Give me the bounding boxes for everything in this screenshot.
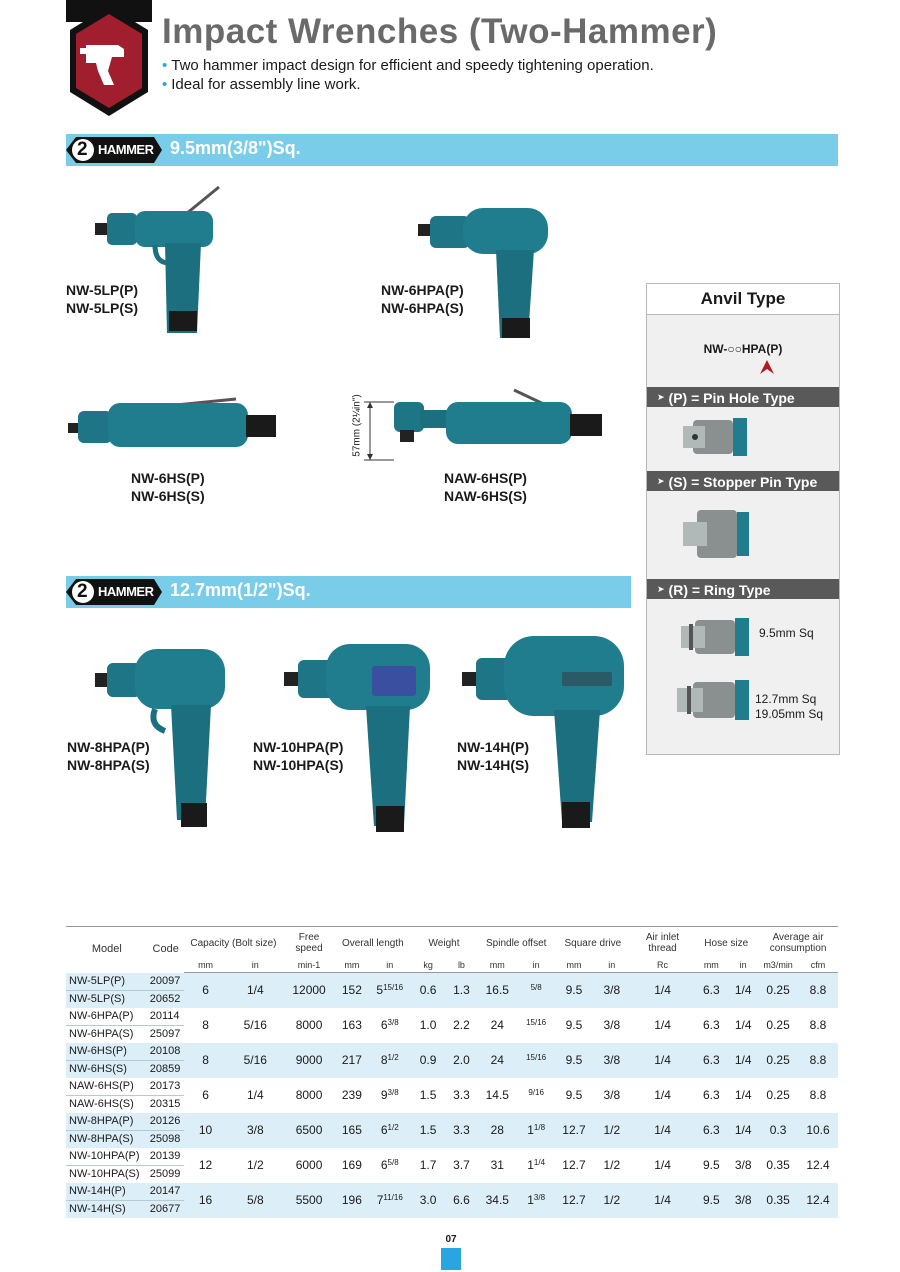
pin-hole-anvil-image [683,414,749,459]
unit-cell: in [517,959,555,973]
col-model: Model [66,927,148,973]
speed-cell: 12000 [283,973,335,1008]
rc-cell: 1/4 [631,1113,695,1148]
m3-cell: 0.25 [758,1008,798,1043]
feature-bullet: • Ideal for assembly line work. [162,75,654,94]
len-in-cell: $7^{11/16}$ [369,1183,411,1218]
table-row [66,1183,838,1201]
code-cell: 20652 [148,990,184,1008]
hose-in-cell: 1/4 [728,1078,758,1113]
sq-in-cell: 1/2 [593,1183,631,1218]
table-row [66,1008,838,1026]
unit-cell: in [593,959,631,973]
model-cell: NAW-6HS(S) [66,1095,148,1113]
cap-mm-cell: 8 [184,1008,228,1043]
off-in-cell: $1^{1/8}$ [517,1113,555,1148]
col-free-speed: Free speed [283,927,335,960]
m3-cell: 0.25 [758,1078,798,1113]
table-row [66,1148,838,1166]
model-cell: NW-6HPA(P) [66,1008,148,1026]
unit-cell: min-1 [283,959,335,973]
len-in-cell: $8^{1/2}$ [369,1043,411,1078]
off-mm-cell: 31 [477,1148,517,1183]
off-mm-cell: 24 [477,1008,517,1043]
len-mm-cell: 169 [335,1148,369,1183]
sq-mm-cell: 12.7 [555,1183,593,1218]
model-cell: NW-14H(S) [66,1200,148,1218]
speed-cell: 6000 [283,1148,335,1183]
cfm-cell: 8.8 [798,1078,838,1113]
hose-mm-cell: 6.3 [694,1078,728,1113]
model-label-nw14h: NW-14H(P) NW-14H(S) [457,739,530,773]
lb-cell: 2.0 [446,1043,478,1078]
len-mm-cell: 239 [335,1078,369,1113]
off-mm-cell: 24 [477,1043,517,1078]
sq-in-cell: 3/8 [593,1008,631,1043]
len-mm-cell: 217 [335,1043,369,1078]
unit-cell: lb [446,959,478,973]
cap-in-cell: 1/4 [227,1078,283,1113]
unit-cell: mm [335,959,369,973]
sq-mm-cell: 9.5 [555,1008,593,1043]
sq-mm-cell: 12.7 [555,1148,593,1183]
model-cell: NW-10HPA(P) [66,1148,148,1166]
cap-mm-cell: 8 [184,1043,228,1078]
kg-cell: 0.9 [411,1043,446,1078]
col-code: Code [148,927,184,973]
len-in-cell: $9^{3/8}$ [369,1078,411,1113]
code-cell: 20859 [148,1060,184,1078]
unit-cell: m3/min [758,959,798,973]
speed-cell: 5500 [283,1183,335,1218]
hose-in-cell: 3/8 [728,1148,758,1183]
len-in-cell: $6^{3/8}$ [369,1008,411,1043]
lb-cell: 1.3 [446,973,478,1008]
len-mm-cell: 163 [335,1008,369,1043]
spec-table [66,926,838,1218]
page-number-marker [441,1248,461,1270]
len-in-cell: $5^{15/16}$ [369,973,411,1008]
rc-cell: 1/4 [631,1043,695,1078]
unit-cell: in [227,959,283,973]
hose-in-cell: 1/4 [728,1113,758,1148]
kg-cell: 1.5 [411,1078,446,1113]
speed-cell: 8000 [283,1078,335,1113]
section-title: 9.5mm(3/8")Sq. [170,138,301,158]
cap-in-cell: 5/16 [227,1008,283,1043]
cap-mm-cell: 10 [184,1113,228,1148]
arrow-up-icon [760,360,774,374]
speed-cell: 9000 [283,1043,335,1078]
model-label-nw10hpa: NW-10HPA(P) NW-10HPA(S) [253,739,344,773]
cfm-cell: 8.8 [798,1008,838,1043]
cfm-cell: 12.4 [798,1148,838,1183]
kg-cell: 3.0 [411,1183,446,1218]
section-bar-12-7mm [66,576,631,608]
rc-cell: 1/4 [631,973,695,1008]
model-cell: NAW-6HS(P) [66,1078,148,1096]
len-mm-cell: 196 [335,1183,369,1218]
cap-in-cell: 1/4 [227,973,283,1008]
table-row [66,1078,838,1096]
lb-cell: 2.2 [446,1008,478,1043]
sq-mm-cell: 9.5 [555,973,593,1008]
ring-anvil-small-image [681,614,749,660]
model-cell: NW-6HS(P) [66,1043,148,1061]
speed-cell: 8000 [283,1008,335,1043]
cap-in-cell: 3/8 [227,1113,283,1148]
code-cell: 20114 [148,1008,184,1026]
hose-in-cell: 1/4 [728,1008,758,1043]
cfm-cell: 8.8 [798,973,838,1008]
sq-in-cell: 1/2 [593,1113,631,1148]
lb-cell: 3.3 [446,1078,478,1113]
rc-cell: 1/4 [631,1183,695,1218]
anvil-type-panel [646,283,840,755]
code-cell: 20147 [148,1183,184,1201]
off-in-cell: $1^{3/8}$ [517,1183,555,1218]
code-cell: 20677 [148,1200,184,1218]
section-bar-9-5mm [66,134,838,166]
cfm-cell: 12.4 [798,1183,838,1218]
table-row [66,1113,838,1131]
model-label-nw5lp: NW-5LP(P) NW-5LP(S) [66,282,139,316]
model-cell: NW-14H(P) [66,1183,148,1201]
cap-in-cell: 5/16 [227,1043,283,1078]
anvil-title: Anvil Type [647,284,839,315]
sq-mm-cell: 12.7 [555,1113,593,1148]
hose-mm-cell: 6.3 [694,1113,728,1148]
table-row [66,1043,838,1061]
sq-in-cell: 1/2 [593,1148,631,1183]
rc-cell: 1/4 [631,1078,695,1113]
len-in-cell: $6^{1/2}$ [369,1113,411,1148]
sq-mm-cell: 9.5 [555,1078,593,1113]
cap-mm-cell: 6 [184,973,228,1008]
kg-cell: 1.0 [411,1008,446,1043]
len-in-cell: $6^{5/8}$ [369,1148,411,1183]
lb-cell: 3.7 [446,1148,478,1183]
len-mm-cell: 165 [335,1113,369,1148]
col-air-consumption: Average air consumption [758,927,838,960]
unit-cell: kg [411,959,446,973]
hose-mm-cell: 6.3 [694,1008,728,1043]
anvil-type-stopper-pin: ➤ (S) = Stopper Pin Type [647,471,839,491]
off-mm-cell: 34.5 [477,1183,517,1218]
ring-size-large: 12.7mm Sq 19.05mm Sq [755,692,824,721]
wrench-badge-icon [66,0,152,118]
hose-mm-cell: 9.5 [694,1148,728,1183]
cap-mm-cell: 6 [184,1078,228,1113]
model-cell: NW-6HS(S) [66,1060,148,1078]
m3-cell: 0.35 [758,1183,798,1218]
col-overall-length: Overall length [335,927,411,960]
model-label-nw8hpa: NW-8HPA(P) NW-8HPA(S) [67,739,150,773]
m3-cell: 0.25 [758,973,798,1008]
code-cell: 20108 [148,1043,184,1061]
unit-cell: cfm [798,959,838,973]
section-title: 12.7mm(1/2")Sq. [170,580,311,600]
nw-6hs-tool-image [68,395,280,450]
cap-mm-cell: 12 [184,1148,228,1183]
col-square-drive: Square drive [555,927,631,960]
m3-cell: 0.3 [758,1113,798,1148]
hose-in-cell: 1/4 [728,1043,758,1078]
unit-cell: mm [477,959,517,973]
off-in-cell: 15/16 [517,1008,555,1043]
model-cell: NW-5LP(P) [66,973,148,991]
m3-cell: 0.25 [758,1043,798,1078]
model-label-nw6hpa: NW-6HPA(P) NW-6HPA(S) [381,282,464,316]
code-cell: 20173 [148,1078,184,1096]
unit-cell: mm [184,959,228,973]
model-cell: NW-8HPA(S) [66,1130,148,1148]
kg-cell: 1.5 [411,1113,446,1148]
m3-cell: 0.35 [758,1148,798,1183]
col-air-inlet: Air inlet thread [631,927,695,960]
stopper-pin-anvil-image [683,508,749,560]
hammer-count: 2 [77,581,88,602]
anvil-type-ring: ➤ (R) = Ring Type [647,579,839,599]
rc-cell: 1/4 [631,1148,695,1183]
unit-cell: in [369,959,411,973]
ring-size-small: 9.5mm Sq [759,626,814,640]
sq-in-cell: 3/8 [593,1043,631,1078]
cap-in-cell: 5/8 [227,1183,283,1218]
sq-in-cell: 3/8 [593,1078,631,1113]
code-cell: 25098 [148,1130,184,1148]
code-cell: 20097 [148,973,184,991]
nw-14h-tool-image [462,632,627,832]
code-cell: 20315 [148,1095,184,1113]
off-mm-cell: 14.5 [477,1078,517,1113]
cfm-cell: 8.8 [798,1043,838,1078]
hose-mm-cell: 6.3 [694,1043,728,1078]
ring-anvil-large-image [677,676,749,724]
anvil-code-example: NW-○○HPA(P) [703,342,783,356]
code-cell: 20139 [148,1148,184,1166]
cfm-cell: 10.6 [798,1113,838,1148]
hammer-word: HAMMER [98,142,154,157]
page-number: 07 [445,1234,457,1245]
off-in-cell: 9/16 [517,1078,555,1113]
nw-6hpa-tool-image [418,200,553,345]
col-capacity: Capacity (Bolt size) [184,927,283,960]
model-label-naw6hs: NAW-6HS(P) NAW-6HS(S) [444,470,527,504]
spec-body [66,973,838,1218]
sq-mm-cell: 9.5 [555,1043,593,1078]
anvil-type-pin-hole: ➤ (P) = Pin Hole Type [647,387,839,407]
model-cell: NW-10HPA(S) [66,1165,148,1183]
col-weight: Weight [411,927,478,960]
off-in-cell: 15/16 [517,1043,555,1078]
code-cell: 25099 [148,1165,184,1183]
hammer-count: 2 [77,139,88,160]
sq-in-cell: 3/8 [593,973,631,1008]
naw-6hs-tool-image [392,380,607,460]
feature-bullets [162,56,654,94]
lb-cell: 6.6 [446,1183,478,1218]
len-mm-cell: 152 [335,973,369,1008]
dimension-label: 57mm (2¼in") [351,394,363,457]
table-row [66,973,838,991]
col-hose-size: Hose size [694,927,758,960]
page-title: Impact Wrenches (Two-Hammer) [162,12,718,51]
kg-cell: 1.7 [411,1148,446,1183]
model-label-nw6hs: NW-6HS(P) NW-6HS(S) [131,470,205,504]
hammer-word: HAMMER [98,584,154,599]
cap-in-cell: 1/2 [227,1148,283,1183]
unit-cell: mm [555,959,593,973]
code-cell: 25097 [148,1025,184,1043]
code-cell: 20126 [148,1113,184,1131]
unit-cell: Rc [631,959,695,973]
off-mm-cell: 28 [477,1113,517,1148]
hose-in-cell: 3/8 [728,1183,758,1218]
hose-mm-cell: 6.3 [694,973,728,1008]
cap-mm-cell: 16 [184,1183,228,1218]
hose-mm-cell: 9.5 [694,1183,728,1218]
off-in-cell: $1^{1/4}$ [517,1148,555,1183]
unit-cell: in [728,959,758,973]
speed-cell: 6500 [283,1113,335,1148]
unit-cell: mm [694,959,728,973]
feature-bullet: • Two hammer impact design for efficient and speedy tightening operation. [162,56,654,75]
hose-in-cell: 1/4 [728,973,758,1008]
rc-cell: 1/4 [631,1008,695,1043]
model-cell: NW-5LP(S) [66,990,148,1008]
lb-cell: 3.3 [446,1113,478,1148]
off-mm-cell: 16.5 [477,973,517,1008]
off-in-cell: 5/8 [517,973,555,1008]
col-spindle-offset: Spindle offset [477,927,555,960]
model-cell: NW-8HPA(P) [66,1113,148,1131]
model-cell: NW-6HPA(S) [66,1025,148,1043]
kg-cell: 0.6 [411,973,446,1008]
